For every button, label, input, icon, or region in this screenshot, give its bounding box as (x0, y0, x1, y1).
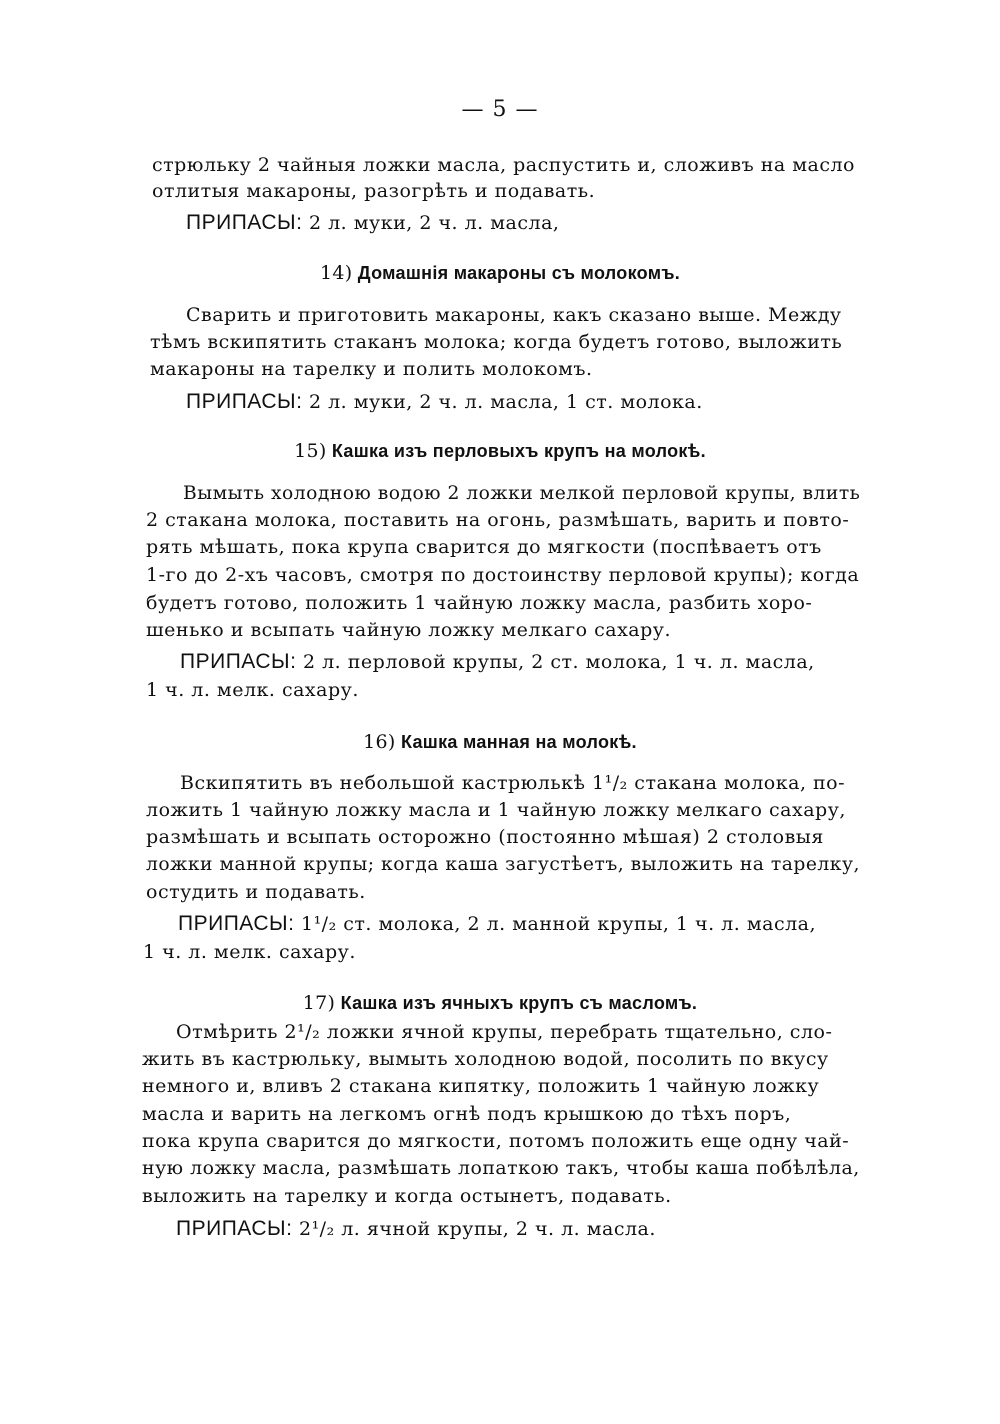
supplies-line: 1 ч. л. мелк. сахару. (146, 679, 359, 701)
text-line: Вымыть холодною водою 2 ложки мелкой перловой крупы, влить (183, 482, 861, 504)
text-line: ложки манной крупы; когда каша загустѣетъ, выложить на тарелку, (146, 853, 860, 875)
supplies-line (186, 389, 703, 415)
text-line: ложить 1 чайную ложку масла и 1 чайную ложку мелкаго сахару, (146, 799, 846, 821)
supplies-line (178, 911, 816, 937)
recipe-heading (0, 731, 1000, 753)
text-line: размѣшать и всыпать осторожно (постоянно мѣшая) 2 столовыя (146, 826, 824, 848)
text-line: рять мѣшать, пока крупа сварится до мягкости (поспѣваетъ отъ (146, 536, 822, 558)
supplies-label: ПРИПАСЫ: (186, 390, 303, 413)
supplies-line (186, 210, 559, 236)
text-line: тѣмъ вскипятить стаканъ молока; когда будетъ готово, выложить (150, 331, 843, 353)
supplies-label: ПРИПАСЫ: (176, 1217, 293, 1240)
supplies-text: 2¹/₂ л. ячной крупы, 2 ч. л. масла. (292, 1218, 656, 1240)
text-line: Отмѣрить 2¹/₂ ложки ячной крупы, перебрать тщательно, сло- (176, 1021, 833, 1043)
text-line: шенько и всыпать чайную ложку мелкаго сахару. (146, 619, 671, 641)
text-line: будетъ готово, положить 1 чайную ложку масла, разбить хоро- (146, 592, 813, 614)
recipe-title: Кашка изъ перловыхъ крупъ на молокѣ. (331, 441, 706, 461)
supplies-line: 1 ч. л. мелк. сахару. (143, 941, 356, 963)
page-number: — 5 — (461, 97, 539, 122)
recipe-number: 15) (294, 440, 327, 462)
supplies-label: ПРИПАСЫ: (186, 211, 303, 234)
recipe-title: Домашнія макароны съ молокомъ. (357, 263, 681, 283)
supplies-text: 1¹/₂ ст. молока, 2 л. манной крупы, 1 ч. л. масла, (294, 913, 817, 935)
text-line: пока крупа сварится до мягкости, потомъ положить еще одну чай- (142, 1130, 850, 1152)
text-line: немного и, вливъ 2 стакана кипятку, положить 1 чайную ложку (142, 1075, 820, 1097)
supplies-line (180, 649, 815, 675)
text-line: выложить на тарелку и когда остынетъ, подавать. (142, 1185, 672, 1207)
supplies-label: ПРИПАСЫ: (180, 650, 297, 673)
text-line: отлитыя макароны, разогрѣть и подавать. (152, 180, 596, 202)
supplies-text: 2 л. муки, 2 ч. л. масла, 1 ст. молока. (302, 391, 703, 413)
recipe-heading (0, 440, 1000, 462)
supplies-label: ПРИПАСЫ: (178, 912, 295, 935)
recipe-title: Кашка манная на молокѣ. (400, 732, 637, 752)
text-line: жить въ кастрюльку, вымыть холодною водой, посолить по вкусу (142, 1048, 829, 1070)
text-line: 2 стакана молока, поставить на огонь, размѣшать, варить и повто- (146, 509, 850, 531)
supplies-line (176, 1216, 656, 1242)
recipe-number: 14) (319, 262, 353, 284)
recipe-title: Кашка изъ ячныхъ крупъ съ масломъ. (340, 993, 698, 1013)
text-line: остудить и подавать. (146, 881, 366, 903)
recipe-number: 16) (363, 731, 396, 753)
text-line: 1-го до 2-хъ часовъ, смотря по достоинству перловой крупы); когда (146, 564, 860, 586)
supplies-text: 2 л. муки, 2 ч. л. масла, (302, 212, 560, 234)
supplies-text: 2 л. перловой крупы, 2 ст. молока, 1 ч. л. масла, (296, 651, 815, 673)
text-line: Сварить и приготовить макароны, какъ сказано выше. Между (186, 304, 842, 326)
text-line: Вскипятить въ небольшой кастрюлькѣ 1¹/₂ стакана молока, по- (180, 772, 846, 794)
recipe-heading (0, 992, 1000, 1014)
text-line: масла и варить на легкомъ огнѣ подъ крышкою до тѣхъ поръ, (142, 1103, 792, 1125)
text-line: макароны на тарелку и полить молокомъ. (150, 358, 593, 380)
recipe-number: 17) (302, 992, 336, 1014)
recipe-heading (0, 262, 1000, 284)
text-line: стрюльку 2 чайныя ложки масла, распустить и, сложивъ на масло (152, 154, 855, 176)
text-line: ную ложку масла, размѣшать лопаткою такъ, чтобы каша побѣлѣла, (142, 1157, 860, 1179)
